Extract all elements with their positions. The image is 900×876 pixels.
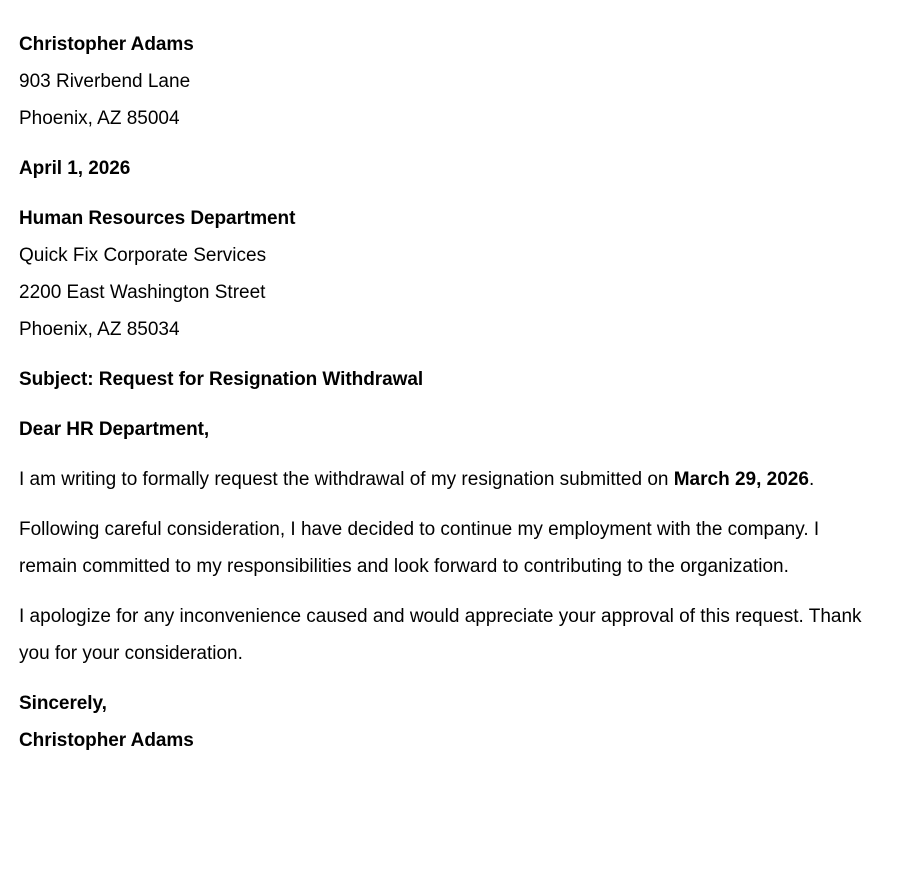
body-paragraph-3: I apologize for any inconvenience caused and would appreciate your approval of this request. Thank you for your consideration.	[19, 606, 862, 664]
resignation-date-emphasis: March 29, 2026	[673, 469, 809, 490]
date-block	[19, 150, 862, 187]
paragraph-1-text-before: I am writing to formally request the withdrawal of my resignation submitted on	[19, 469, 674, 490]
recipient-city-state-zip: Phoenix, AZ 85034	[19, 319, 180, 340]
recipient-street: 2200 East Washington Street	[19, 282, 266, 303]
sender-city-state-zip: Phoenix, AZ 85004	[19, 108, 180, 129]
letter-date: April 1, 2026	[19, 158, 131, 179]
recipient-department: Human Resources Department	[19, 208, 296, 229]
paragraph-1-text-after: .	[808, 469, 815, 490]
subject-line: Subject: Request for Resignation Withdrawal	[19, 369, 424, 390]
salutation-line: Dear HR Department,	[19, 419, 210, 440]
recipient-address-block	[19, 200, 862, 348]
letter-body	[19, 26, 862, 759]
sender-street: 903 Riverbend Lane	[19, 71, 191, 92]
sender-address-block	[19, 26, 862, 137]
body-paragraph-1	[19, 461, 862, 498]
recipient-company: Quick Fix Corporate Services	[19, 245, 267, 266]
closing-valediction: Sincerely,	[19, 693, 107, 714]
sender-name: Christopher Adams	[19, 34, 194, 55]
closing-block	[19, 685, 862, 759]
closing-signature-name: Christopher Adams	[19, 730, 194, 751]
salutation-block	[19, 411, 862, 448]
subject-block	[19, 361, 862, 398]
body-paragraph-2: Following careful consideration, I have decided to continue my employment with the company. I remain committed to my responsibilities and look forward to contributing to the organization.	[19, 519, 820, 577]
